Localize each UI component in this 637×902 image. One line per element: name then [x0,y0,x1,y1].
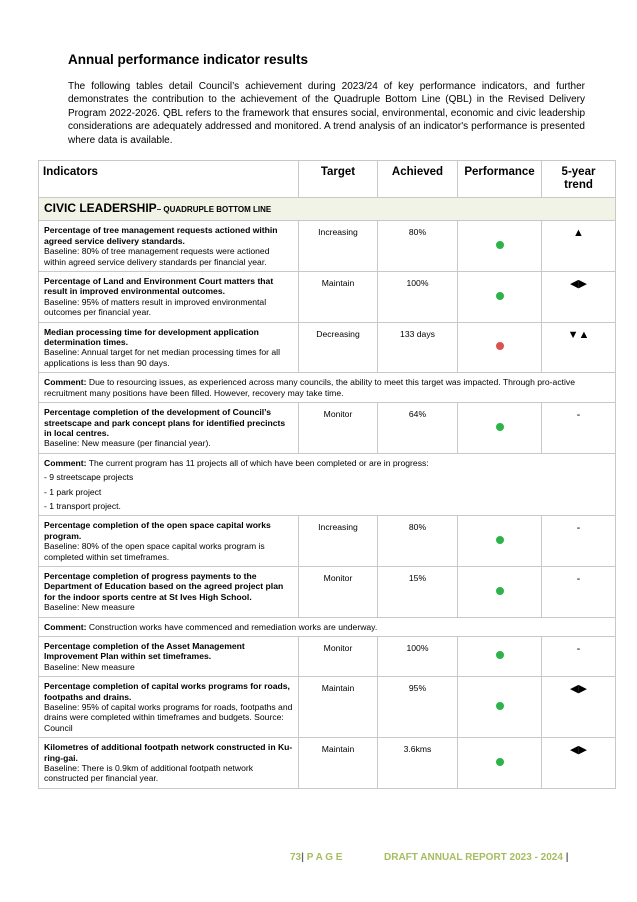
comment-bullet: - 1 transport project. [44,500,121,511]
comment-cell [39,373,616,403]
col-trend: 5-year trend [542,161,616,198]
performance-cell [458,738,542,789]
trend-icon: ◀▶ [542,677,616,738]
performance-cell [458,516,542,567]
indicator-cell [39,738,299,789]
table-row [39,738,616,789]
comment-row [39,453,616,516]
col-target: Target [299,161,378,198]
comment-bullet: - 1 park project [44,486,102,497]
section-title [39,198,616,221]
indicator-cell [39,637,299,677]
report-separator: | [562,852,569,863]
achieved-cell: 100% [378,637,458,677]
comment-cell [39,453,616,516]
intro-paragraph: The following tables detail Council’s achievement during 2023/24 of key performance indicators, and further demonstrates the contribution to the achievement of the Quadruple Bottom Line (QBL) in the Revised Delivery Program 2022-2026. QBL refers to the framework that ensures social, environmental, economic and civic leadership considerations are adequately addressed and monitored. A trend analysis of an indicator's performance is presented where data is available. [68,81,585,146]
performance-cell [458,221,542,272]
green-status-dot-icon [496,292,504,300]
col-indicators: Indicators [39,161,299,198]
kpi-table [38,160,616,789]
indicator-title: Percentage of Land and Environment Court matters that result in improved environmental outcomes. [44,276,274,297]
performance-cell [458,566,542,617]
performance-cell [458,272,542,323]
trend-icon: ▼▲ [542,322,616,373]
achieved-cell: 80% [378,516,458,567]
page-separator: | [301,852,304,863]
indicator-baseline: Baseline: New measure [44,661,135,672]
table-row [39,322,616,373]
green-status-dot-icon [496,702,504,710]
indicator-title: Median processing time for development application determination times. [44,326,259,348]
performance-cell [458,677,542,738]
table-row [39,637,616,677]
target-cell: Decreasing [299,322,378,373]
indicator-title: Percentage of tree management requests actioned within agreed service delivery standards. [44,225,278,246]
performance-cell [458,637,542,677]
target-cell: Maintain [299,272,378,323]
comment-row [39,373,616,403]
footer-report [384,852,569,863]
indicator-title: Percentage completion of progress payments to the Department of Education based on the agreed project plan for the indoor sports centre at St Ives High School. [44,570,284,602]
table-row [39,221,616,272]
table-row [39,403,616,454]
green-status-dot-icon [496,241,504,249]
trend-icon: - [542,566,616,617]
target-cell: Monitor [299,566,378,617]
indicator-cell [39,677,299,738]
comment-row [39,617,616,636]
green-status-dot-icon [496,423,504,431]
page-heading: Annual performance indicator results [68,52,309,67]
comment-cell [39,617,616,636]
col-performance: Performance [458,161,542,198]
trend-icon: - [542,403,616,454]
table-header-row [39,161,616,198]
green-status-dot-icon [496,536,504,544]
indicator-baseline: Baseline: 95% of matters result in improved environmental outcomes per financial year. [44,296,267,318]
achieved-cell: 100% [378,272,458,323]
table-row [39,516,616,567]
indicator-baseline: Baseline: There is 0.9km of additional footpath network constructed per financial year. [44,763,254,784]
indicator-cell [39,221,299,272]
target-cell: Monitor [299,403,378,454]
trend-icon: - [542,637,616,677]
green-status-dot-icon [496,651,504,659]
indicator-title: Percentage completion of the open space capital works program. [44,520,271,541]
achieved-cell: 95% [378,677,458,738]
target-cell: Increasing [299,516,378,567]
comment-label: Comment: [44,377,87,388]
table-row [39,566,616,617]
achieved-cell: 3.6kms [378,738,458,789]
comment-label: Comment: [44,621,87,632]
report-title: DRAFT ANNUAL REPORT 2023 - 2024 [384,852,563,863]
target-cell: Increasing [299,221,378,272]
section-subtitle: – QUADRUPLE BOTTOM LINE [156,205,272,214]
comment-text: Construction works have commenced and remediation works are underway. [86,621,378,632]
green-status-dot-icon [496,758,504,766]
target-cell: Monitor [299,637,378,677]
table-row [39,677,616,738]
indicator-cell [39,322,299,373]
trend-icon: ▲ [542,221,616,272]
green-status-dot-icon [496,587,504,595]
target-cell: Maintain [299,738,378,789]
indicator-title: Percentage completion of capital works programs for roads, footpaths and drains. [44,681,290,702]
table-row [39,272,616,323]
comment-label: Comment: [44,457,87,468]
red-status-dot-icon [496,342,504,350]
page-number: 73 [290,852,302,863]
achieved-cell: 80% [378,221,458,272]
performance-cell [458,403,542,454]
target-cell: Maintain [299,677,378,738]
indicator-baseline: Baseline: New measure [44,602,135,613]
performance-cell [458,322,542,373]
achieved-cell: 64% [378,403,458,454]
indicator-baseline: Baseline: 80% of tree management requests were actioned within agreed service delivery standards per financial year. [44,246,270,267]
page-label: P A G E [303,852,343,863]
trend-icon: - [542,516,616,567]
achieved-cell: 15% [378,566,458,617]
achieved-cell: 133 days [378,322,458,373]
indicator-cell [39,403,299,454]
indicator-cell [39,566,299,617]
trend-icon: ◀▶ [542,738,616,789]
section-title-text: CIVIC LEADERSHIP [44,201,157,215]
comment-bullet: - 9 streetscape projects [44,472,134,483]
trend-icon: ◀▶ [542,272,616,323]
col-achieved: Achieved [378,161,458,198]
indicator-title: Percentage completion of the Asset Management Improvement Plan within set timeframes. [44,641,245,662]
indicator-title: Kilometres of additional footpath network constructed in Ku-ring-gai. [44,742,293,763]
indicator-baseline: Baseline: Annual target for net median processing times for all applications is less than 90 days. [44,347,280,368]
indicator-baseline: Baseline: New measure (per financial year). [44,438,211,449]
footer-page [290,852,342,863]
indicator-title: Percentage completion of the development of Council’s streetscape and park concept plans for identified precincts in local centres. [44,407,286,438]
comment-text: Due to resourcing issues, as experienced across many councils, the ability to meet this target was impacted. Through pro-active recruitment many positions have been filled. However, recovery may take time. [44,377,575,398]
section-row [39,198,616,221]
indicator-baseline: Baseline: 80% of the open space capital works program is completed within set timeframes. [44,541,265,562]
indicator-cell [39,516,299,567]
comment-text: The current program has 11 projects all of which have been completed or are in progress: [86,457,429,468]
indicator-cell [39,272,299,323]
indicator-baseline: Baseline: 95% of capital works programs for roads, footpaths and drains were completed within timeframes and budgets. Source: Council [44,702,293,733]
